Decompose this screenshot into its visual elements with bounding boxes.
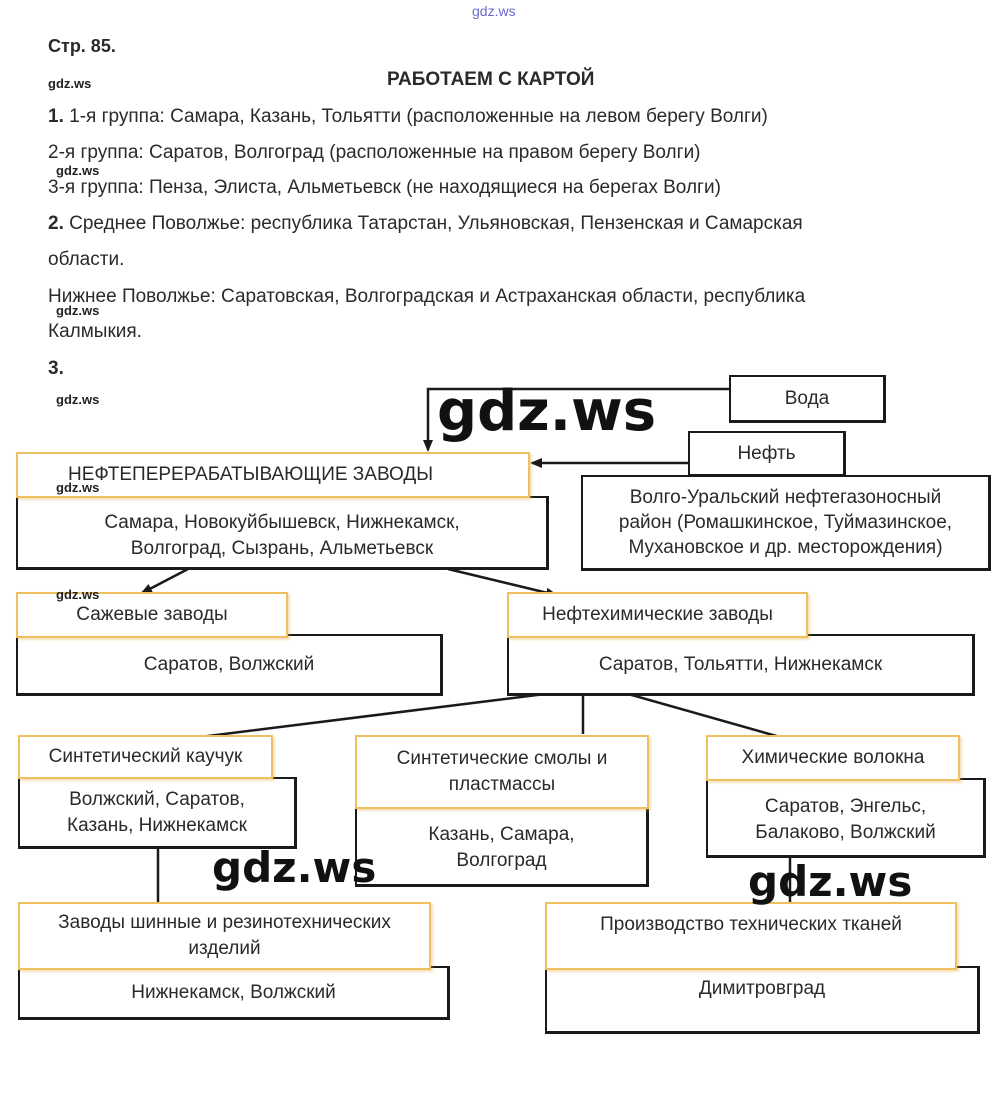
petrochem-title-box: [507, 592, 808, 638]
watermark-small: gdz.ws: [56, 392, 100, 407]
refinery-title: НЕФТЕПЕРЕРАБАТЫВАЮЩИЕ ЗАВОДЫ: [68, 464, 434, 485]
watermark-small: gdz.ws: [56, 480, 100, 495]
watermark-big: gdz.ws: [748, 857, 913, 906]
resins-title-line-1: Синтетические смолы и: [396, 748, 608, 769]
petrochem-cities-box: [507, 634, 975, 696]
fibers-title-box: [706, 735, 960, 781]
line-petrochem-to-fibers: [628, 694, 780, 737]
answer-3-number: 3.: [48, 358, 64, 379]
petrochem-cities: Саратов, Тольятти, Нижнекамск: [598, 653, 883, 675]
petrochem-title: Нефтехимические заводы: [542, 604, 773, 625]
oil-box: [688, 431, 846, 477]
answer-1-line-3: 3-я группа: Пенза, Элиста, Альметьевск (не находящиеся на берегах Волги): [48, 177, 721, 198]
water-label: Вода: [784, 387, 830, 409]
tires-title-box: [18, 902, 431, 970]
watermark-small: gdz.ws: [48, 76, 92, 91]
answer-2-number: 2.: [48, 213, 64, 234]
rubber-title: Синтетический каучук: [48, 746, 243, 767]
answer-2-text: Среднее Поволжье: республика Татарстан, Ульяновская, Пензенская и Самарская: [69, 213, 803, 234]
fibers-title: Химические волокна: [741, 747, 925, 768]
oil-region-line-3: Мухановское и др. месторождения): [628, 537, 943, 558]
tires-title-line-2: изделий: [188, 938, 261, 959]
tires-cities: Нижнекамск, Волжский: [131, 981, 336, 1003]
page-reference: Стр. 85.: [48, 36, 116, 56]
rubber-title-box: [18, 735, 273, 779]
refinery-cities-line-1: Самара, Новокуйбышевск, Нижнекамск,: [104, 511, 460, 533]
tires-title-line-1: Заводы шинные и резинотехнических: [58, 912, 391, 933]
resins-cities-line-1: Казань, Самара,: [428, 823, 575, 845]
fibers-cities-line-2: Балаково, Волжский: [755, 821, 936, 843]
watermark-big: gdz.ws: [437, 379, 657, 444]
fabrics-cities: Димитровград: [698, 978, 826, 999]
resins-cities-box: [355, 805, 649, 887]
rubber-cities-line-1: Волжский, Саратов,: [69, 788, 245, 810]
watermark-small: gdz.ws: [56, 163, 100, 178]
fibers-cities-box: [706, 778, 986, 858]
watermark-big: gdz.ws: [212, 843, 377, 892]
watermark-small: gdz.ws: [56, 303, 100, 318]
resins-title-line-2: пластмассы: [448, 774, 556, 795]
watermark-small: gdz.ws: [56, 587, 100, 602]
carbon-black-cities-box: [16, 634, 443, 696]
carbon-black-cities: Саратов, Волжский: [143, 653, 315, 675]
fabrics-cities-box: [545, 966, 980, 1034]
answer-2-line-3: Нижнее Поволжье: Саратовская, Волгоградская и Астраханская области, республика: [48, 286, 806, 307]
fabrics-title-box: [545, 902, 957, 970]
arrow-refinery-to-carbon-black: [142, 569, 188, 593]
water-box: [729, 375, 886, 423]
oil-region-box: [581, 475, 991, 571]
answer-1-line-2: 2-я группа: Саратов, Волгоград (расположенные на правом берегу Волги): [48, 142, 701, 163]
carbon-black-title: Сажевые заводы: [76, 604, 228, 625]
oil-label: Нефть: [737, 442, 796, 464]
page-title: РАБОТАЕМ С КАРТОЙ: [387, 69, 595, 90]
answer-2-line-4: Калмыкия.: [48, 321, 142, 342]
fibers-cities-line-1: Саратов, Энгельс,: [764, 795, 927, 817]
oil-region-line-1: Волго-Уральский нефтегазоносный: [629, 487, 942, 508]
rubber-cities-line-2: Казань, Нижнекамск: [67, 814, 247, 836]
line-petrochem-to-rubber: [200, 694, 545, 737]
answer-1-number: 1.: [48, 106, 64, 127]
resins-title-box: [355, 735, 649, 809]
answer-1-text: 1-я группа: Самара, Казань, Тольятти (расположенные на левом берегу Волги): [69, 106, 768, 127]
refinery-cities-line-2: Волгоград, Сызрань, Альметьевск: [130, 537, 434, 559]
watermark-top: gdz.ws: [472, 3, 516, 19]
refinery-cities-box: [16, 496, 549, 570]
fabrics-title: Производство технических тканей: [600, 914, 902, 935]
answer-2-line-2: области.: [48, 249, 125, 270]
rubber-cities-box: [18, 777, 297, 849]
resins-cities-line-2: Волгоград: [456, 849, 547, 871]
oil-region-line-2: район (Ромашкинское, Туймазинское,: [618, 512, 953, 533]
tires-cities-box: [18, 966, 450, 1020]
